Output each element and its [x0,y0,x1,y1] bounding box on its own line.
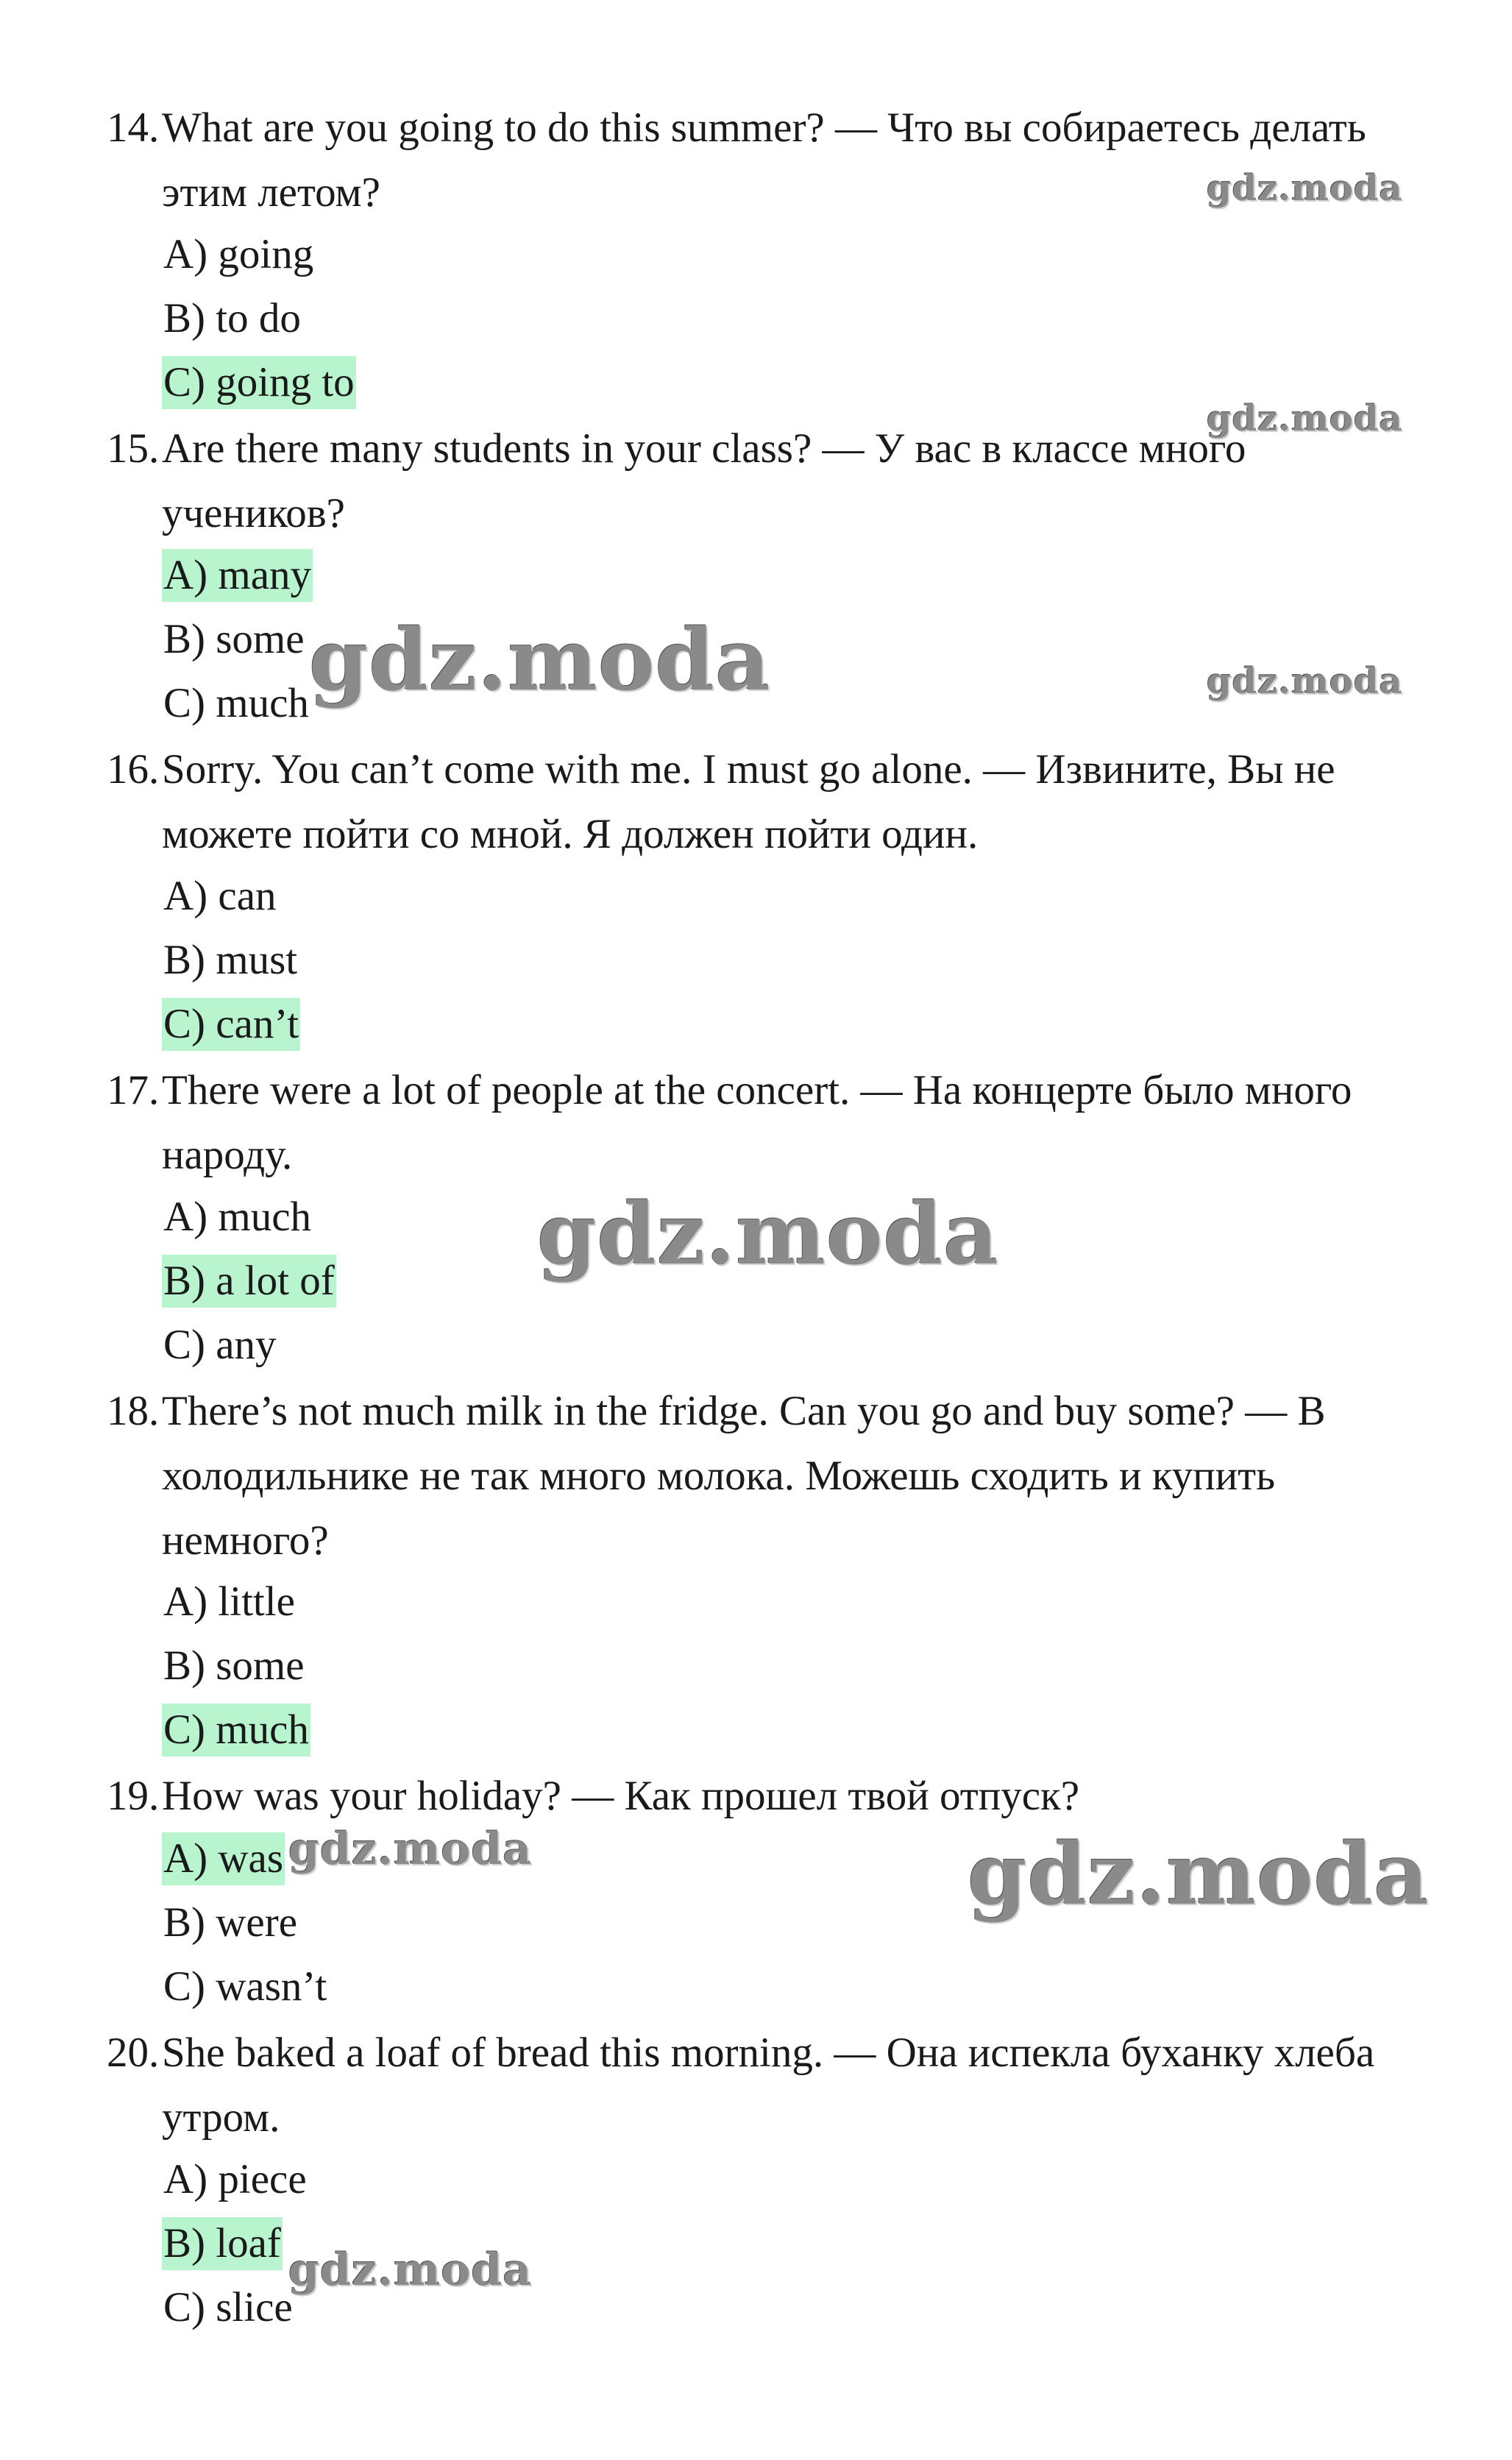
question-number: 14. [107,104,160,151]
option-19-a-correct: A) was [162,1832,285,1885]
question-15 [107,417,1409,546]
question-20 [107,2021,1409,2150]
question-text: What are you going to do this summer? — Что вы собираетесь делать этим летом? [162,104,1366,216]
option-17-a: A) much [163,1194,312,1240]
option-14-c-correct: C) going to [162,356,356,409]
watermark: gdz.moda [1207,661,1403,702]
question-text: Sorry. You can’t come with me. I must go alone. — Извините, Вы не можете пойти со мной. Я должен пойти один. [162,746,1335,857]
option-15-b: B) some [163,616,305,662]
question-text: Are there many students in your class? — У вас в классе много учеников? [162,425,1246,536]
option-19-c: C) wasn’t [163,1963,327,2010]
watermark: gdz.moda [537,1185,999,1284]
question-19 [107,1764,1409,1829]
option-15-a-correct: A) many [162,549,313,602]
option-17-c: C) any [163,1322,277,1368]
question-number: 19. [107,1773,160,1819]
option-17-b-correct: B) a lot of [162,1255,336,1308]
question-number: 16. [107,746,160,793]
option-20-c: C) slice [163,2284,293,2330]
watermark: gdz.moda [288,1823,533,1875]
watermark: gdz.moda [288,2244,533,2296]
question-14 [107,96,1409,225]
option-18-b: B) some [163,1642,305,1689]
question-17 [107,1058,1409,1188]
option-16-c-correct: C) can’t [162,998,300,1051]
question-number: 17. [107,1067,160,1113]
option-19-b: B) were [163,1899,297,1946]
question-text: How was your holiday? — Как прошел твой отпуск? [162,1773,1080,1819]
question-text: She baked a loaf of bread this morning. — Она испекла буханку хлеба утром. [162,2030,1375,2141]
question-number: 20. [107,2030,160,2076]
watermark: gdz.moda [968,1825,1430,1924]
question-text: There’s not much milk in the fridge. Can you go and buy some? — В холодильнике не так много молока. Можешь сходить и купить немного? [162,1388,1326,1564]
watermark: gdz.moda [1207,398,1403,439]
option-15-c: C) much [163,680,309,726]
option-14-b: B) to do [163,295,301,341]
option-20-b-correct: B) loaf [162,2217,283,2270]
option-20-a: A) piece [163,2156,307,2202]
option-18-a: A) little [163,1578,295,1625]
option-16-b: B) must [163,937,298,983]
option-16-a: A) can [163,873,277,919]
option-18-c-correct: C) much [162,1704,310,1757]
question-18 [107,1379,1409,1573]
question-16 [107,737,1409,867]
question-number: 15. [107,425,160,472]
option-14-a: A) going [163,231,314,277]
question-number: 18. [107,1388,160,1434]
watermark: gdz.moda [1207,168,1403,209]
question-text: There were a lot of people at the concert. — На концерте было много народу. [162,1067,1352,1178]
watermark: gdz.moda [309,611,771,710]
